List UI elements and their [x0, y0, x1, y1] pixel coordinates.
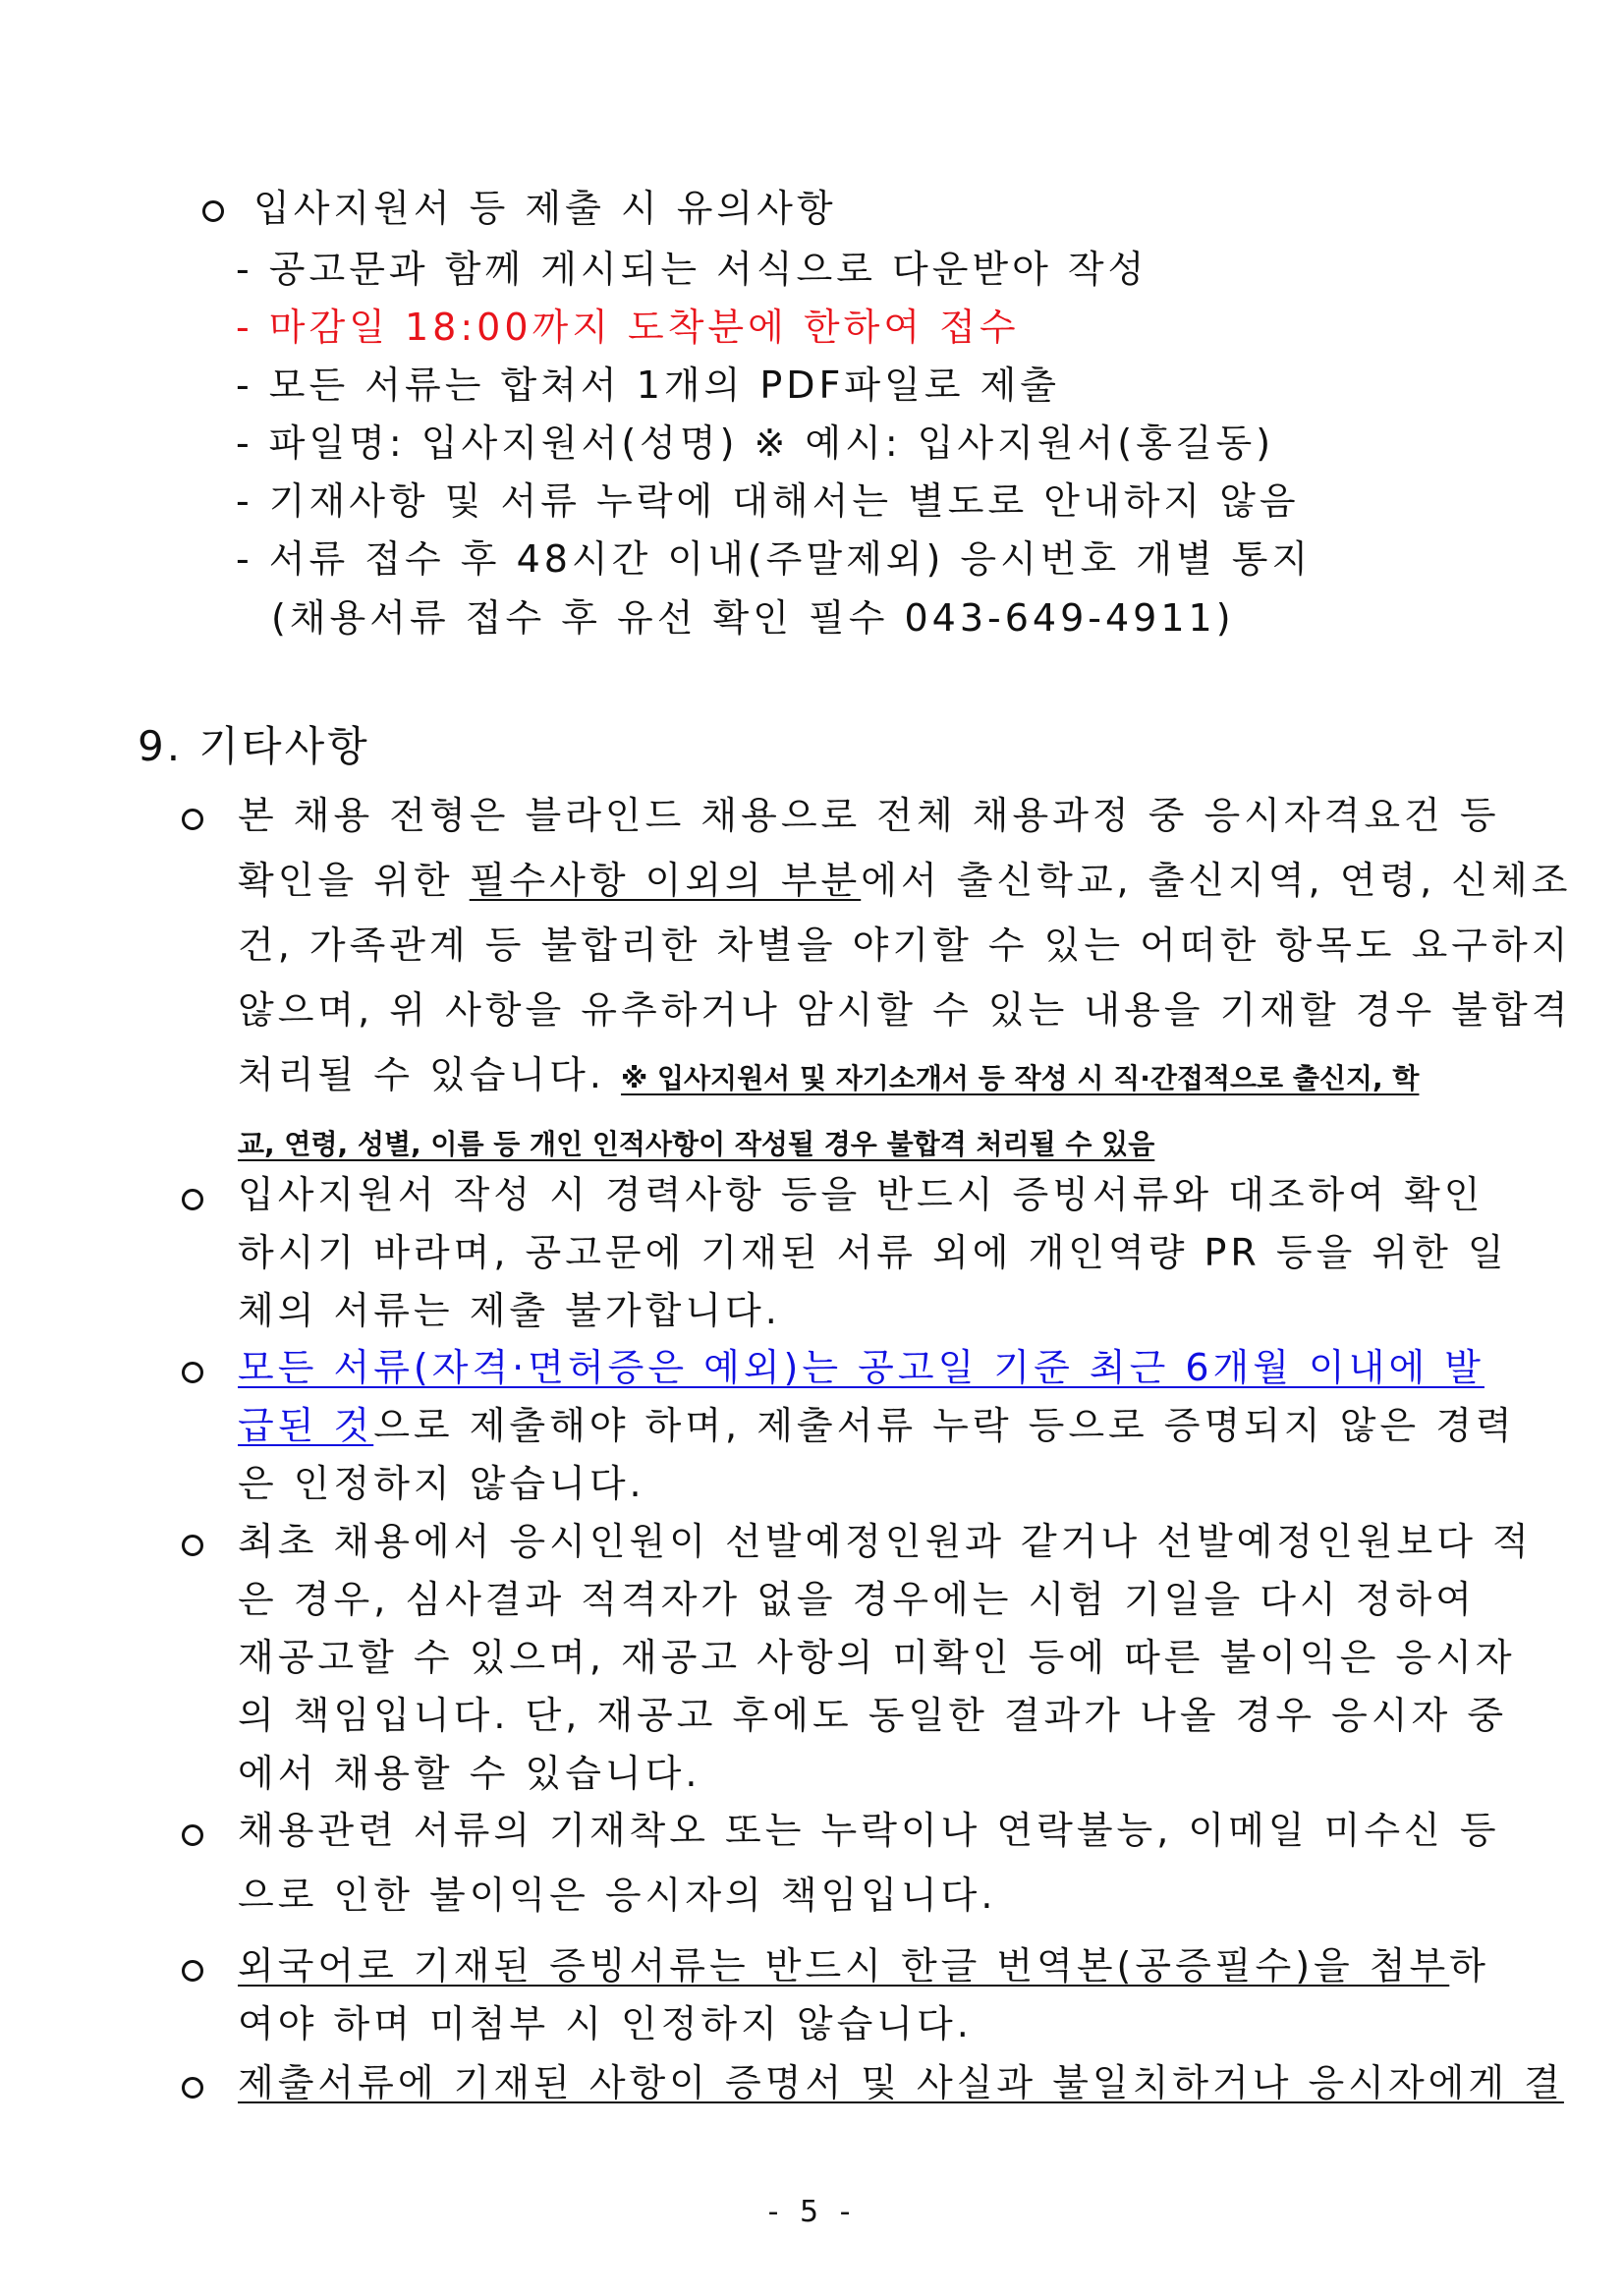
- p3-line: [238, 1404, 1516, 1449]
- notice-item: - 기재사항 및 서류 누락에 대해서는 별도로 안내하지 않음: [236, 479, 1300, 523]
- p1-text: 에서 출신학교, 출신지역, 연령, 신체조: [861, 859, 1572, 902]
- p1-line: [238, 1119, 1154, 1164]
- notice-item: - 서류 접수 후 48시간 이내(주말제외) 응시번호 개별 통지: [236, 537, 1313, 581]
- p1-warning-note: 교, 연령, 성별, 이름 등 개인 인적사항이 작성될 경우 불합격 처리될 수 있음: [238, 1128, 1155, 1160]
- p3-line: 은 인정하지 않습니다.: [238, 1462, 645, 1505]
- p3-text: 으로 제출해야 하며, 제출서류 누락 등으로 증명되지 않은 경력: [373, 1404, 1516, 1447]
- notice-item-phone: (채용서류 접수 후 유선 확인 필수 043-649-4911): [271, 596, 1235, 640]
- p1-line: 본 채용 전형은 블라인드 채용으로 전체 채용과정 중 응시자격요건 등: [238, 794, 1500, 837]
- circle-bullet-icon: [182, 2077, 203, 2099]
- circle-bullet-icon: [182, 1362, 203, 1383]
- page-number: - 5 -: [767, 2195, 857, 2229]
- circle-bullet-icon: [182, 809, 203, 830]
- circle-bullet-icon: [202, 200, 224, 222]
- p1-line: 않으며, 위 사항을 유추하거나 암시할 수 있는 내용을 기재할 경우 불합격: [238, 988, 1572, 1032]
- p7-underlined-line: 제출서류에 기재된 사항이 증명서 및 사실과 불일치하거나 응시자에게 결: [238, 2061, 1564, 2104]
- p4-line: 은 경우, 심사결과 적격자가 없을 경우에는 시험 기일을 다시 정하여: [238, 1578, 1476, 1621]
- p2-line: 하시기 바라며, 공고문에 기재된 서류 외에 개인역량 PR 등을 위한 일: [238, 1231, 1508, 1274]
- p6-line: 여야 하며 미첨부 시 인정하지 않습니다.: [238, 2002, 973, 2045]
- p1-line: [238, 1053, 1419, 1098]
- circle-bullet-icon: [182, 1535, 203, 1556]
- p1-line: 건, 가족관계 등 불합리한 차별을 야기할 수 있는 어떠한 항목도 요구하지: [238, 924, 1572, 967]
- p6-text: 하: [1449, 1944, 1489, 1988]
- notice-title: 입사지원서 등 제출 시 유의사항: [253, 187, 837, 230]
- p1-text: 처리될 수 있습니다.: [238, 1053, 621, 1096]
- circle-bullet-icon: [182, 1824, 203, 1846]
- notice-item: - 파일명: 입사지원서(성명) ※ 예시: 입사지원서(홍길동): [236, 421, 1275, 465]
- p3-highlight-text: 급된 것: [238, 1404, 374, 1447]
- p1-text: 확인을 위한: [238, 859, 470, 902]
- notice-item: - 공고문과 함께 게시되는 서식으로 다운받아 작성: [236, 248, 1148, 291]
- notice-item: - 모든 서류는 합쳐서 1개의 PDF파일로 제출: [236, 364, 1061, 407]
- section-heading: 9. 기타사항: [138, 722, 370, 770]
- p6-line: [238, 1944, 1489, 1989]
- circle-bullet-icon: [182, 1960, 203, 1982]
- circle-bullet-icon: [182, 1189, 203, 1210]
- p2-line: 체의 서류는 제출 불가합니다.: [238, 1289, 781, 1332]
- p1-underlined-text: 필수사항 이외의 부분: [469, 859, 862, 902]
- p4-line: 의 책임입니다. 단, 재공고 후에도 동일한 결과가 나올 경우 응시자 중: [238, 1694, 1508, 1737]
- p4-line: 재공고할 수 있으며, 재공고 사항의 미확인 등에 따른 불이익은 응시자: [238, 1636, 1516, 1679]
- p4-line: 최초 채용에서 응시인원이 선발예정인원과 같거나 선발예정인원보다 적: [238, 1520, 1533, 1563]
- p6-underlined-text: 외국어로 기재된 증빙서류는 반드시 한글 번역본(공증필수)을 첨부: [238, 1944, 1450, 1988]
- p5-line: 채용관련 서류의 기재착오 또는 누락이나 연락불능, 이메일 미수신 등: [238, 1809, 1500, 1852]
- p5-line: 으로 인한 불이익은 응시자의 책임입니다.: [238, 1874, 997, 1917]
- p4-line: 에서 채용할 수 있습니다.: [238, 1752, 701, 1795]
- p2-line: 입사지원서 작성 시 경력사항 등을 반드시 증빙서류와 대조하여 확인: [238, 1173, 1484, 1216]
- p3-highlight-line: 모든 서류(자격·면허증은 예외)는 공고일 기준 최근 6개월 이내에 발: [238, 1346, 1484, 1389]
- p1-warning-note: ※ 입사지원서 및 자기소개서 등 작성 시 직·간접적으로 출신지, 학: [620, 1062, 1420, 1094]
- p1-line: [238, 859, 1571, 904]
- notice-item-deadline: - 마감일 18:00까지 도착분에 한하여 접수: [236, 306, 1020, 349]
